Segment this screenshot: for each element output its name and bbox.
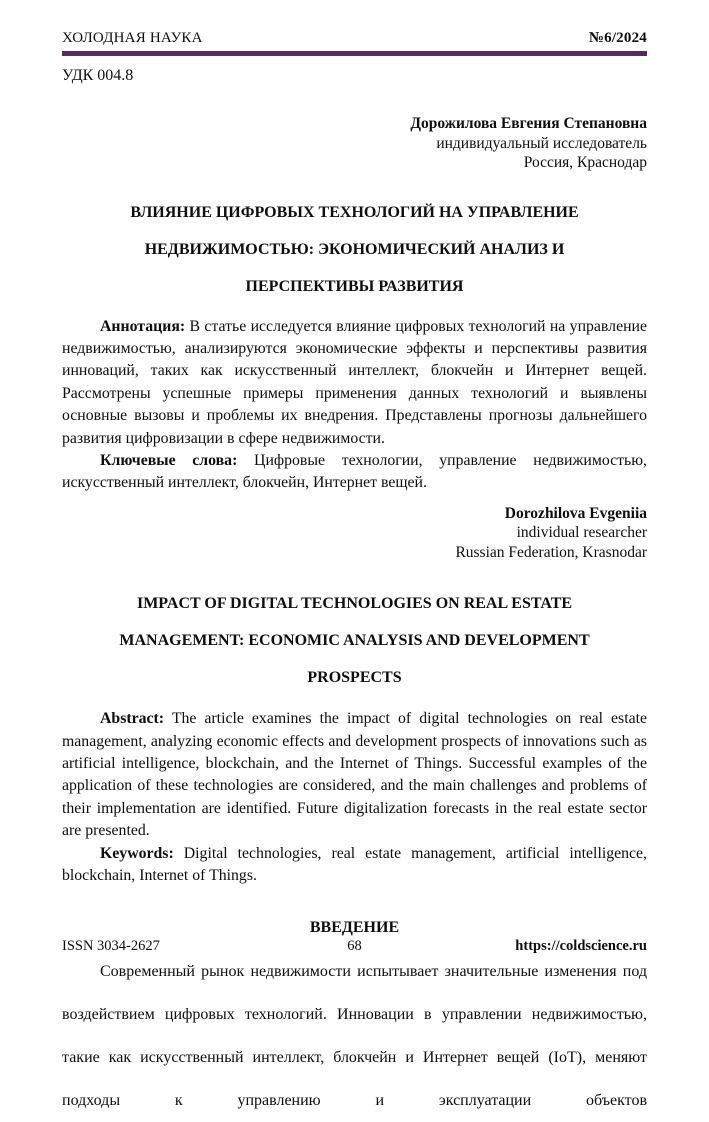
author-name-en: Dorozhilova Evgeniia	[504, 504, 647, 522]
abstract-ru-text: В статье исследуется влияние цифровых технологий на управление недвижимостью, анализируются экономические эффекты и перспективы развития инноваций, таких как искусственный интеллект, блокчейн и Интернет вещей. Рассмотрены успешные примеры применения данных технологий и выявлены основные вызовы и проблемы их внедрения. Представлены прогнозы дальнейшего развития цифровизации в сфере недвижимости.	[62, 317, 647, 447]
author-role-ru: индивидуальный исследователь	[436, 134, 647, 152]
issn-label: ISSN 3034-2627	[62, 938, 160, 954]
journal-url-link[interactable]: https://coldscience.ru	[515, 938, 647, 954]
udc-code: УДК 004.8	[62, 67, 134, 84]
journal-name: ХОЛОДНАЯ НАУКА	[62, 30, 203, 46]
abstract-ru	[62, 316, 647, 450]
abstract-en-text: The article examines the impact of digital technologies on real estate management, analyzing economic effects and development prospects of innovations such as artificial intelligence, blockchain, and the Internet of Things. Successful examples of the application of these technologies are considered, and the main challenges and problems of their implementation are identified. Future digitalization forecasts in the real estate sector are presented.	[62, 710, 647, 840]
author-role-en: individual researcher	[516, 524, 647, 542]
page-footer	[62, 938, 647, 955]
author-location-en: Russian Federation, Krasnodar	[455, 543, 647, 561]
author-block-en	[62, 504, 647, 563]
article-title-ru: ВЛИЯНИЕ ЦИФРОВЫХ ТЕХНОЛОГИЙ НА УПРАВЛЕНИЕ НЕДВИЖИМОСТЬЮ: ЭКОНОМИЧЕСКИЙ АНАЛИЗ И ПЕРСПЕКТИВЫ РАЗВИТИЯ	[130, 203, 579, 295]
running-head	[62, 30, 647, 47]
author-name-ru: Дорожилова Евгения Степановна	[410, 115, 647, 132]
introduction-heading: ВВЕДЕНИЕ	[309, 918, 400, 936]
keywords-ru	[62, 450, 647, 495]
issue-number: №6/2024	[588, 30, 647, 46]
header-double-rule	[62, 51, 647, 56]
keywords-en-label: Keywords:	[100, 844, 174, 862]
abstract-en	[62, 708, 647, 842]
journal-url	[362, 938, 647, 955]
abstract-ru-label: Аннотация:	[100, 317, 186, 335]
keywords-en-text: Digital technologies, real estate management, artificial intelligence, blockchain, Internet of Things.	[62, 844, 647, 885]
keywords-ru-label: Ключевые слова:	[100, 451, 238, 469]
introduction-paragraph: Современный рынок недвижимости испытывает значительные изменения под воздействием цифровых технологий. Инновации в управлении недвижимостью, такие как искусственный интеллект, блокчейн и Интернет вещей (IoT), меняют подходы к управлению и эксплуатации объектов	[62, 962, 647, 1109]
page-number: 68	[347, 938, 362, 954]
abstract-en-label: Abstract:	[100, 710, 165, 728]
article-title-en: IMPACT OF DIGITAL TECHNOLOGIES ON REAL ESTATE MANAGEMENT: ECONOMIC ANALYSIS AND DEVELOPMENT PROSPECTS	[119, 595, 590, 687]
keywords-ru-text: Цифровые технологии, управление недвижимостью, искусственный интеллект, блокчейн, Интернет вещей.	[62, 451, 647, 492]
author-block-ru	[62, 114, 647, 173]
keywords-en	[62, 843, 647, 888]
author-location-ru: Россия, Краснодар	[523, 154, 647, 171]
